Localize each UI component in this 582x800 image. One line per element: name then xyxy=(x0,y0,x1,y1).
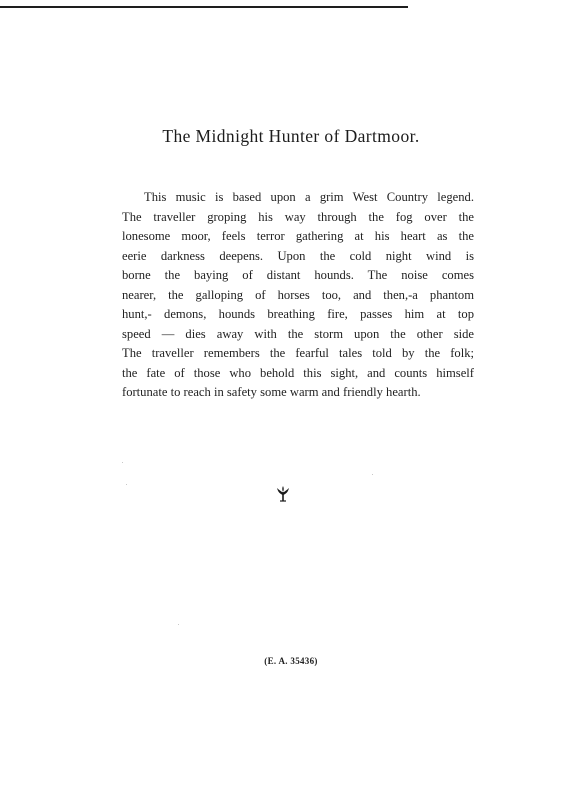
paper-speck xyxy=(178,624,179,625)
paragraph-line: borne the baying of distant hounds. The noise comes xyxy=(122,268,474,282)
paper-speck xyxy=(126,484,127,485)
paragraph-line: The traveller remembers the fearful tales told by the folk; xyxy=(122,346,474,360)
legend-paragraph xyxy=(122,188,474,403)
paragraph-line: nearer, the galloping of horses too, and then,-a phantom xyxy=(122,287,474,302)
paper-speck xyxy=(122,462,123,463)
paragraph-line: speed — dies away with the storm upon the other side xyxy=(122,326,474,341)
paragraph-line: fortunate to reach in safety some warm and friendly hearth. xyxy=(122,385,421,399)
fleuron-icon xyxy=(276,486,290,502)
paper-speck xyxy=(372,474,373,475)
paragraph-line: the fate of those who behold this sight, and counts himself xyxy=(122,365,474,380)
paragraph-line: lonesome moor, feels terror gathering at his heart as the xyxy=(122,229,474,243)
paragraph-line: eerie darkness deepens. Upon the cold night wind is xyxy=(122,248,474,263)
catalog-number: (E. A. 35436) xyxy=(264,656,318,666)
paragraph-line: This music is based upon a grim West Country legend. xyxy=(144,190,474,204)
paragraph-line: The traveller groping his way through the fog over the xyxy=(122,209,474,224)
top-rule xyxy=(0,6,408,8)
paragraph-line: hunt,- demons, hounds breathing fire, passes him at top xyxy=(122,307,474,321)
page-title: The Midnight Hunter of Dartmoor. xyxy=(162,126,420,146)
